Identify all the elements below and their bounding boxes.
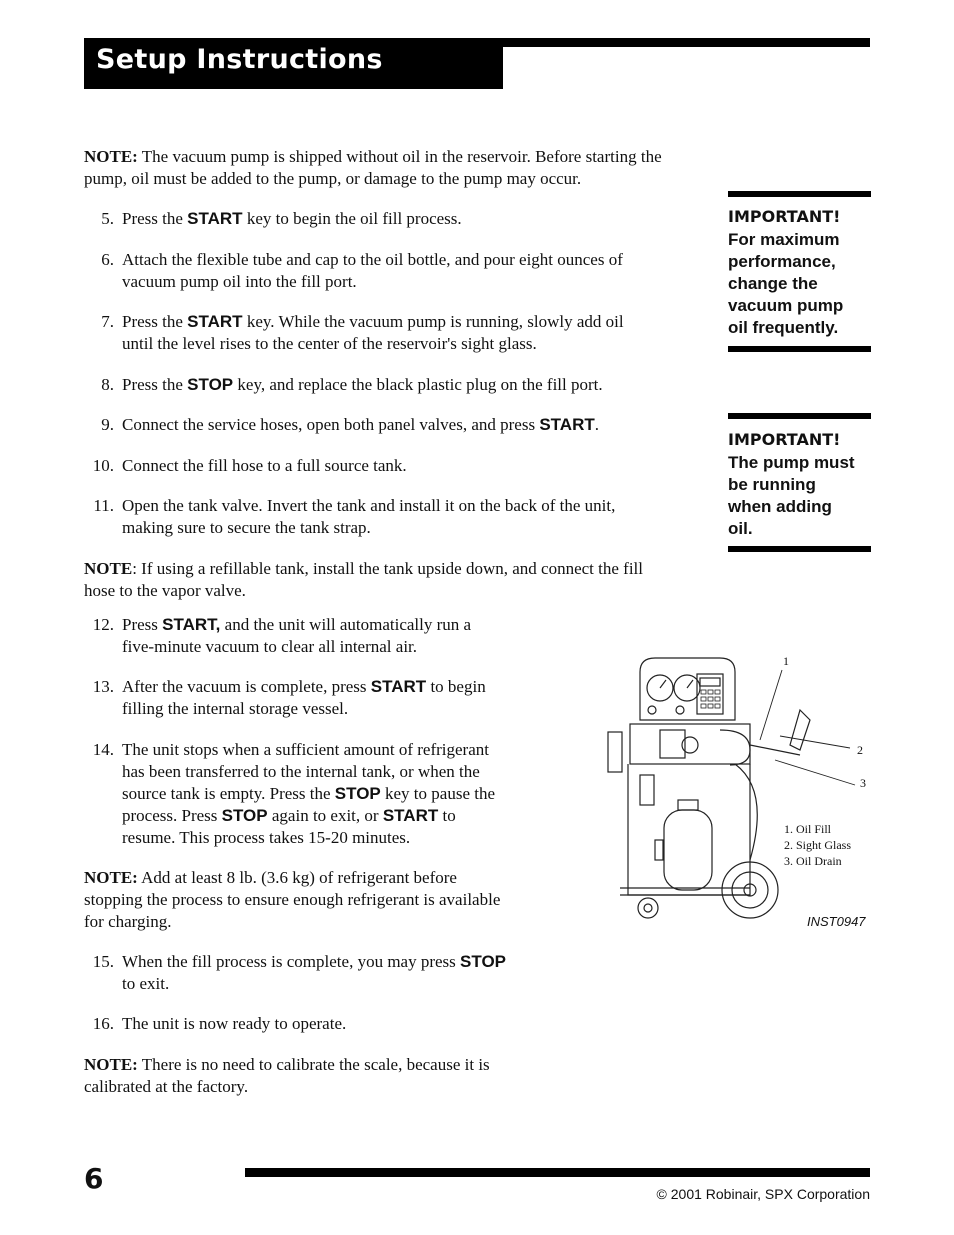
stop-key: STOP [460,952,507,971]
refrigerant-amount-note: NOTE: Add at least 8 lb. (3.6 kg) of refrigerant before stopping the process to ensure enough refrigerant is available for charging. [84,868,501,931]
note-label: NOTE [84,559,133,578]
note-label: NOTE: [84,1055,138,1074]
callout-2: 2 [857,743,863,757]
step-text: After the vacuum is complete, press START to begin filling the internal storage vessel. [122,677,486,718]
step-text: Press the START key to begin the oil fill process. [122,209,462,228]
start-key: START, [162,615,221,634]
step-number: 6. [101,250,114,269]
stop-key: STOP [187,375,234,394]
step-number: 12. [92,615,114,634]
refillable-tank-note: NOTE: If using a refillable tank, install the tank upside down, and connect the fill hose to the vapor valve. [84,559,643,600]
step-number: 7. [101,312,114,331]
stop-key: STOP [221,806,268,825]
callout-1: 1 [783,654,789,668]
step-text: Press the START key. While the vacuum pump is running, slowly add oil until the level rises to the center of the reservoir's sight glass. [122,312,624,353]
step-number: 16. [92,1014,114,1033]
step-number: 14. [92,740,114,759]
step-number: 10. [92,456,114,475]
step-text: The unit is now ready to operate. [122,1014,347,1033]
legend-item: 3. Oil Drain [784,854,842,868]
start-key: START [187,209,243,228]
step-text: Press START, and the unit will automatically run a five-minute vacuum to clear all internal air. [122,615,472,656]
step-text: The unit stops when a sufficient amount of refrigerant has been transferred to the internal tank, or when the source tank is empty. Press the STOP key to pause the process. Press STOP again to exit, or START to resume. This process takes 15-20 minutes. [122,740,496,847]
calibration-note: NOTE: There is no need to calibrate the scale, because it is calibrated at the factory. [84,1055,490,1096]
page-title: Setup Instructions [96,44,383,75]
intro-note [84,146,704,190]
intro-note-text: The vacuum pump is shipped without oil in the reservoir. Before starting the pump, oil must be added to the pump, or damage to the pump may occur. [84,147,662,188]
sidebar-rule [728,191,871,197]
step-text: Connect the service hoses, open both panel valves, and press START. [122,415,599,434]
callout-3: 3 [860,776,866,790]
step-number: 13. [92,677,114,696]
step-number: 5. [101,209,114,228]
legend-item: 2. Sight Glass [784,838,852,852]
step-number: 9. [101,415,114,434]
step-number: 15. [92,952,114,971]
step-text: Press the STOP key, and replace the black plastic plug on the fill port. [122,375,603,394]
step-text: Open the tank valve. Invert the tank and install it on the back of the unit, making sure to secure the tank strap. [122,496,616,537]
step-number: 8. [101,375,114,394]
note-label: NOTE: [84,868,138,887]
copyright-notice: © 2001 Robinair, SPX Corporation [656,1186,870,1202]
note-label: NOTE: [84,147,138,166]
unit-illustration [600,650,880,940]
legend-item: 1. Oil Fill [784,822,832,836]
step-text: When the fill process is complete, you may press STOP to exit. [122,952,507,993]
start-key: START [539,415,595,434]
start-key: START [382,806,439,825]
sidebar-rule [728,546,871,552]
figure-legend [784,821,851,869]
start-key: START [187,312,243,331]
figure-caption: INST0947 [807,914,866,929]
important-heading: IMPORTANT! [728,430,841,449]
important-text-2: The pump must be running when adding oil. [728,453,855,538]
stop-key: STOP [334,784,381,803]
step-number: 11. [93,496,114,515]
step-text: Attach the flexible tube and cap to the oil bottle, and pour eight ounces of vacuum pump oil into the fill port. [122,250,623,291]
page-number: 6 [84,1162,104,1195]
footer-rule [245,1168,870,1177]
step-text: Connect the fill hose to a full source tank. [122,456,407,475]
important-heading: IMPORTANT! [728,207,841,226]
sidebar-rule [728,346,871,352]
sidebar-rule [728,413,871,419]
important-text-1: For maximum performance, change the vacuum pump oil frequently. [728,230,844,337]
start-key: START [370,677,427,696]
